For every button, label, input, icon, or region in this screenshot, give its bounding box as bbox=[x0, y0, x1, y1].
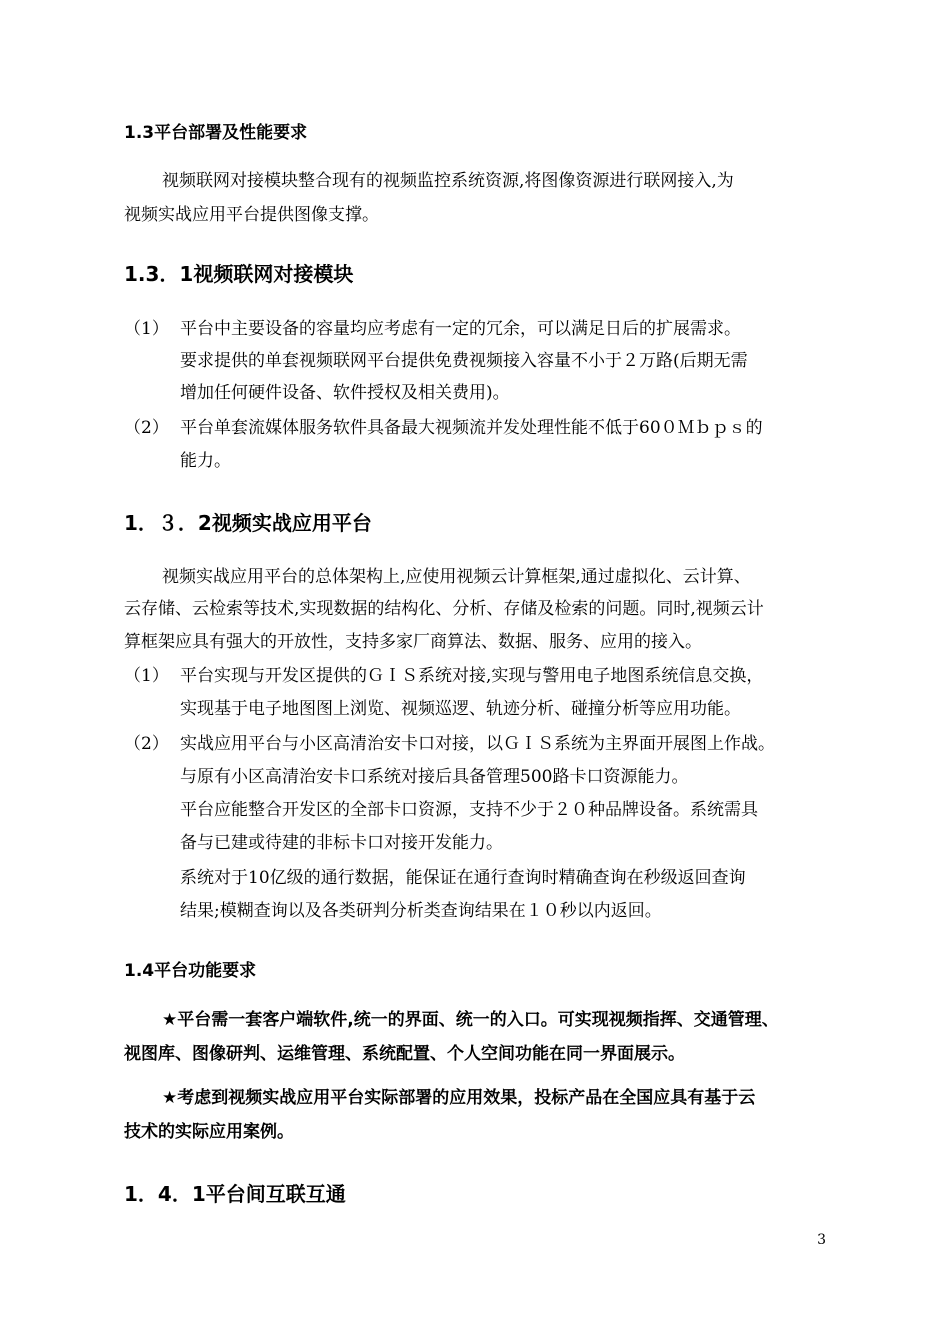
page-number: 3 bbox=[817, 1232, 826, 1248]
list-item-line: 平台应能整合开发区的全部卡口资源，支持不少于２０种品牌设备。系统需具 bbox=[180, 800, 758, 820]
paragraph-line: 视频联网对接模块整合现有的视频监控系统资源,将图像资源进行联网接入,为 bbox=[162, 171, 734, 191]
star-requirement-line: ★考虑到视频实战应用平台实际部署的应用效果，投标产品在全国应具有基于云 bbox=[162, 1088, 756, 1108]
list-item-line: 平台单套流媒体服务软件具备最大视频流并发处理性能不低于60０Ｍｂｐｓ的 bbox=[180, 418, 763, 438]
heading-1-4-1: 1．4．1平台间互联互通 bbox=[124, 1182, 346, 1206]
heading-1-3: 1.3平台部署及性能要求 bbox=[124, 123, 308, 143]
list-item-line: 平台实现与开发区提供的ＧＩＳ系统对接,实现与警用电子地图系统信息交换， bbox=[180, 666, 764, 686]
heading-1-4: 1.4平台功能要求 bbox=[124, 961, 257, 981]
list-number: （1） bbox=[124, 319, 169, 339]
paragraph-line: 视频实战应用平台的总体架构上,应使用视频云计算框架,通过虚拟化、云计算、 bbox=[162, 567, 751, 587]
list-item-line: 实现基于电子地图图上浏览、视频巡逻、轨迹分析、碰撞分析等应用功能。 bbox=[180, 699, 741, 719]
star-requirement-line: 技术的实际应用案例。 bbox=[124, 1122, 294, 1142]
list-item-line: 要求提供的单套视频联网平台提供免费视频接入容量不小于２万路(后期无需 bbox=[180, 351, 748, 371]
heading-1-3-2: 1．３．2视频实战应用平台 bbox=[124, 511, 372, 535]
star-requirement-line: 视图库、图像研判、运维管理、系统配置、个人空间功能在同一界面展示。 bbox=[124, 1044, 685, 1064]
list-item-line: 平台中主要设备的容量均应考虑有一定的冗余，可以满足日后的扩展需求。 bbox=[180, 319, 741, 339]
list-item-line: 与原有小区高清治安卡口系统对接后具备管理500路卡口资源能力。 bbox=[180, 767, 689, 787]
list-item-line: 增加任何硬件设备、软件授权及相关费用)。 bbox=[180, 383, 510, 403]
list-item-line: 结果;模糊查询以及各类研判分析类查询结果在１０秒以内返回。 bbox=[180, 901, 662, 921]
list-item-line: 能力。 bbox=[180, 451, 231, 471]
list-number: （2） bbox=[124, 418, 169, 438]
paragraph-line: 算框架应具有强大的开放性，支持多家厂商算法、数据、服务、应用的接入。 bbox=[124, 632, 702, 652]
heading-1-3-1: 1.3．1视频联网对接模块 bbox=[124, 262, 354, 286]
list-item-line: 备与已建或待建的非标卡口对接开发能力。 bbox=[180, 833, 503, 853]
list-item-line: 实战应用平台与小区高清治安卡口对接，以ＧＩＳ系统为主界面开展图上作战。 bbox=[180, 734, 775, 754]
paragraph-line: 云存储、云检索等技术,实现数据的结构化、分析、存储及检索的问题。同时,视频云计 bbox=[124, 599, 764, 619]
paragraph-line: 视频实战应用平台提供图像支撑。 bbox=[124, 205, 379, 225]
list-item-line: 系统对于10亿级的通行数据，能保证在通行查询时精确查询在秒级返回查询 bbox=[180, 868, 746, 888]
list-number: （2） bbox=[124, 734, 169, 754]
list-number: （1） bbox=[124, 666, 169, 686]
star-requirement-line: ★平台需一套客户端软件,统一的界面、统一的入口。可实现视频指挥、交通管理、 bbox=[162, 1010, 779, 1030]
